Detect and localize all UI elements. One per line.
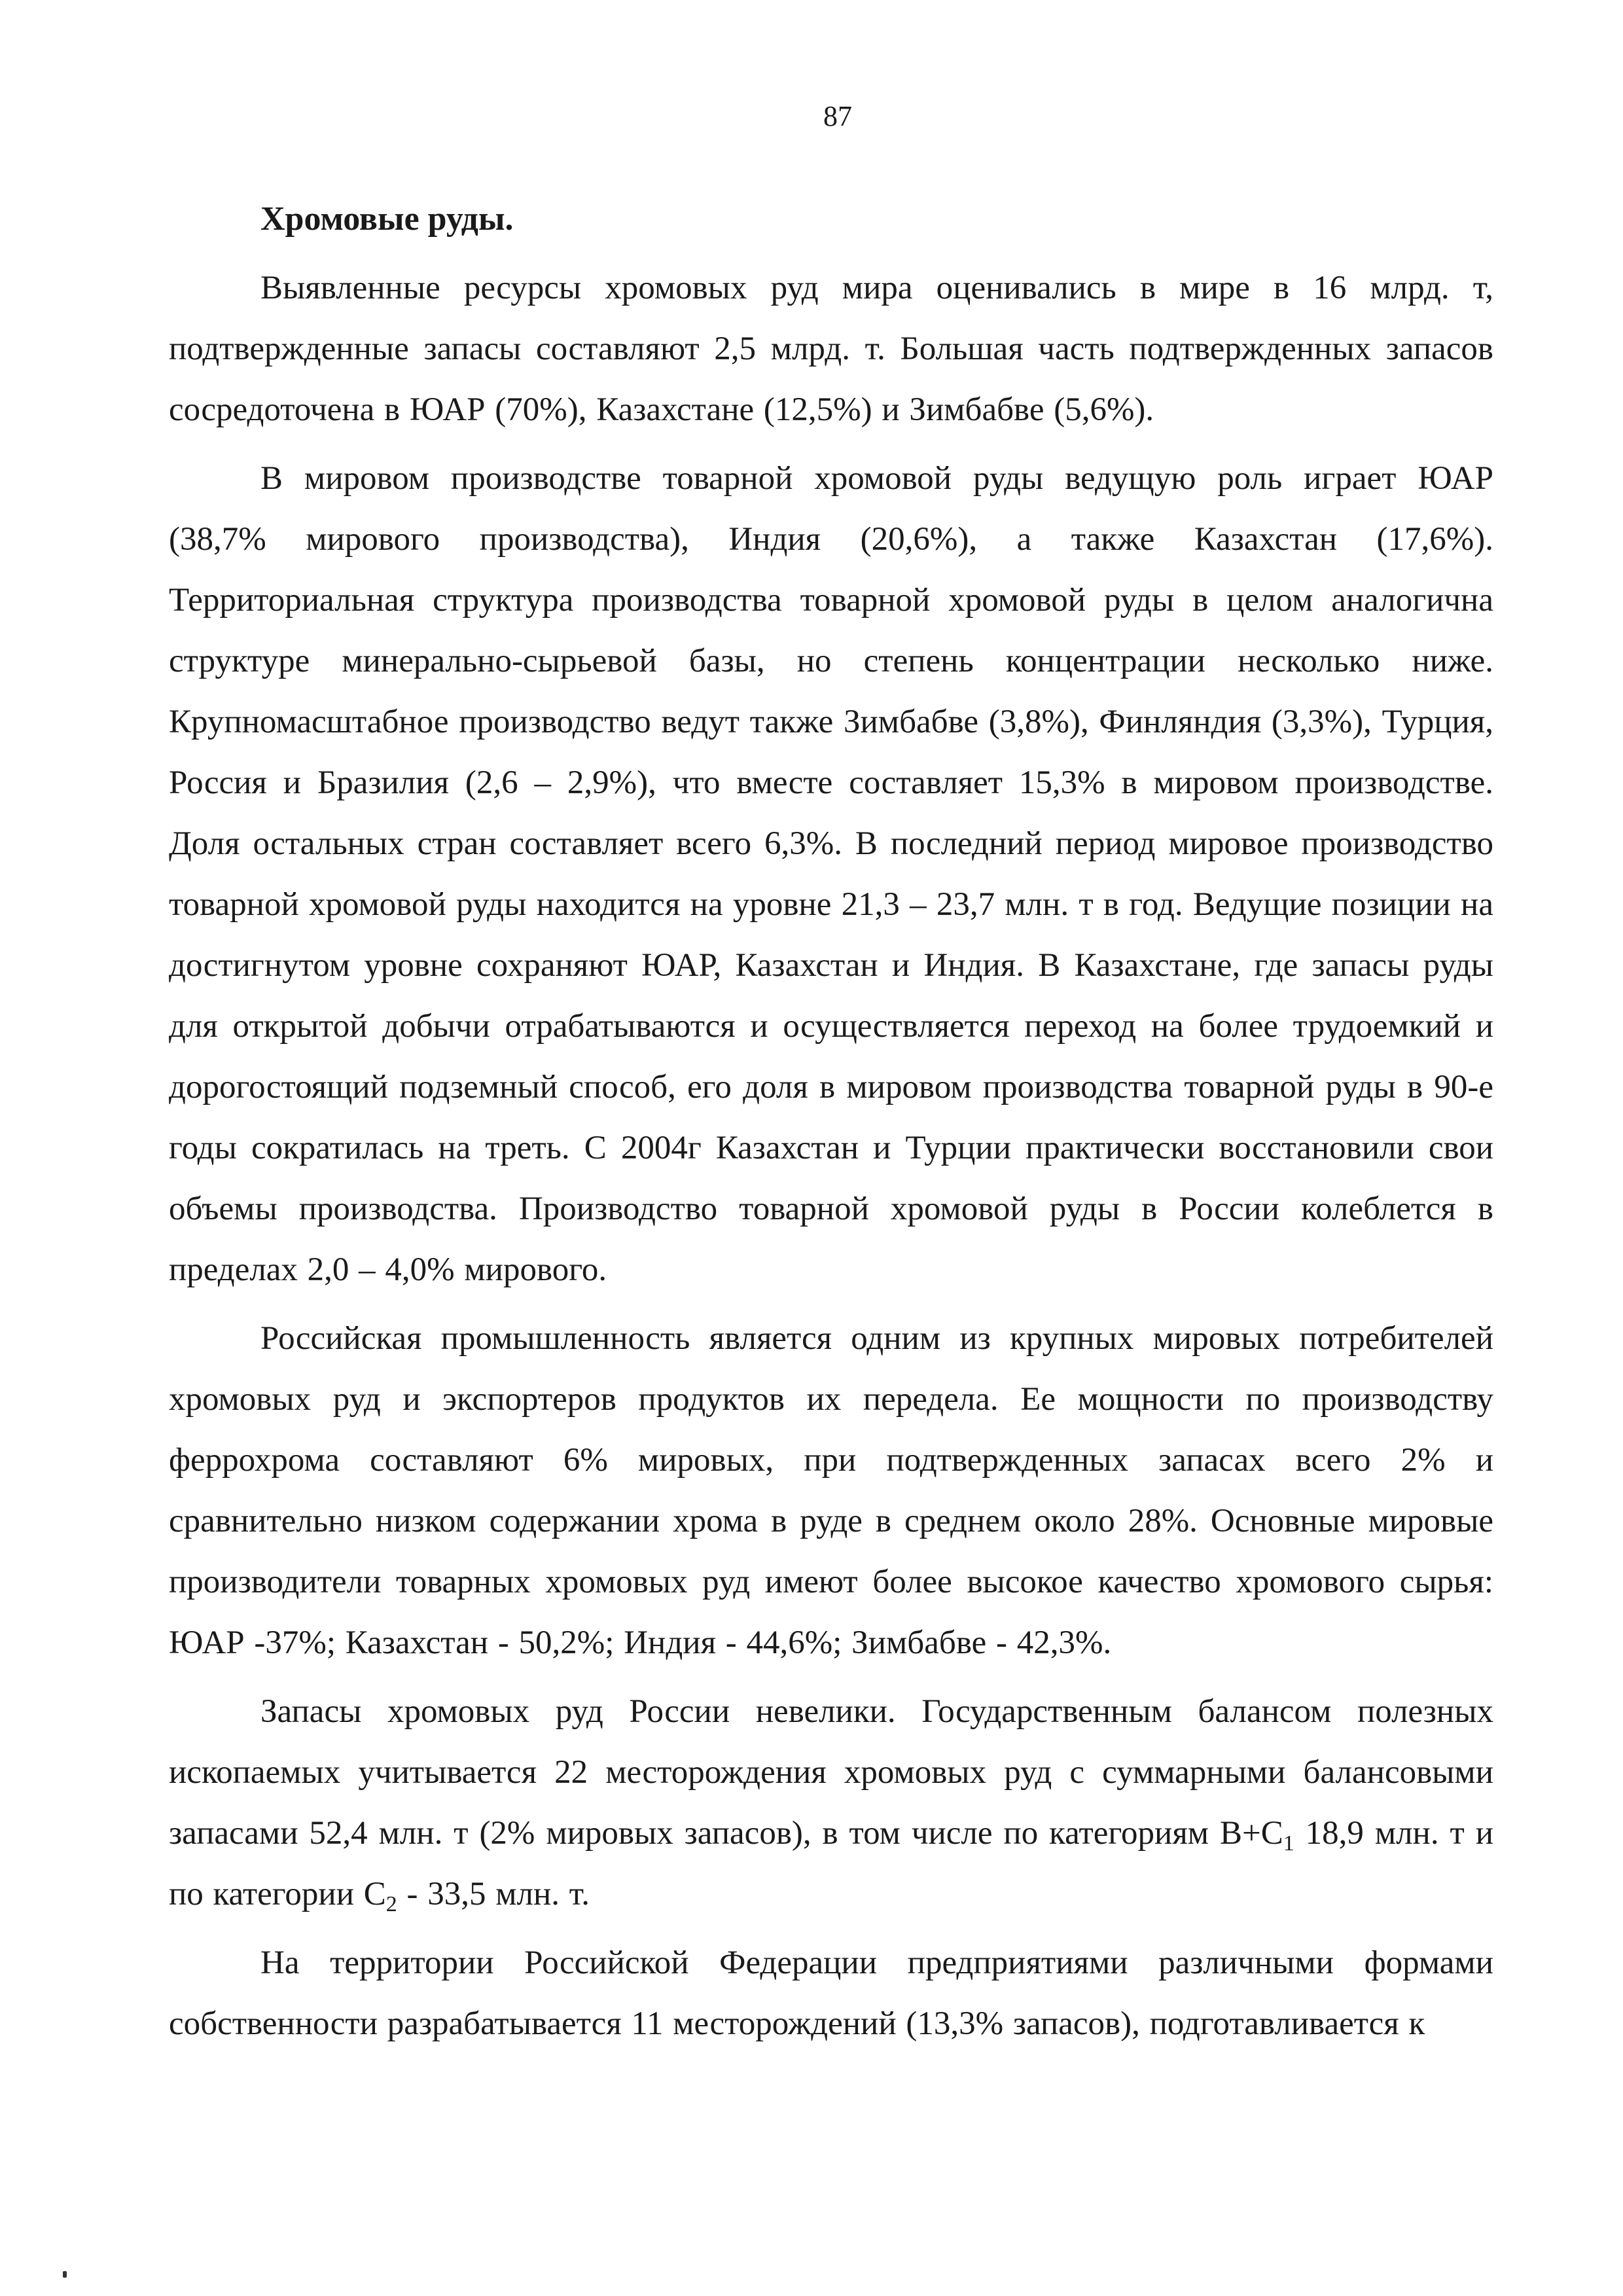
paragraph-russian-industry: Российская промышленность является одним из крупных мировых потребителей хромовых руд и экспортеров продуктов их передела. Ее мощности по производству феррохрома составляют 6% мировых, при подтвержденных запасах всего 2% и сравнительно низком содержании хрома в руде в среднем около 28%. Основные мировые производители товарных хромовых руд имеют более высокое качество хромового сырья: ЮАР -37%; Казахстан - 50,2%; Индия - 44,6%; Зимбабве - 42,3%. [169, 1320, 1493, 1661]
paragraph-world-production: В мировом производстве товарной хромовой руды ведущую роль играет ЮАР (38,7% мирового производства), Индия (20,6%), а также Казахстан (17,6%). Территориальная структура производства товарной хромовой руды в целом аналогична структуре минерально-сырьевой базы, но степень концентрации несколько ниже. Крупномасштабное производство ведут также Зимбабве (3,8%), Финляндия (3,3%), Турция, Россия и Бразилия (2,6 – 2,9%), что вместе составляет 15,3% в мировом производстве. Доля остальных стран составляет всего 6,3%. В последний период мировое производство товарной хромовой руды находится на уровне 21,3 – 23,7 млн. т в год. Ведущие позиции на достигнутом уровне сохраняют ЮАР, Казахстан и Индия. В Казахстане, где запасы руды для открытой добычи отрабатываются и осуществляется переход на более трудоемкий и дорогостоящий подземный способ, его доля в мировом производства товарной руды в 90-е годы сократилась на треть. С 2004г Казахстан и Турции практически восстановили свои объемы производства. Производство товарной хромовой руды в России колеблется в пределах 2,0 – 4,0% мирового. [169, 460, 1493, 1288]
subscript-category-1: 1 [1283, 1831, 1294, 1856]
reserves-text-part2: 18,9 млн. т и по категории С [169, 1815, 1493, 1912]
paragraph-russian-reserves [169, 1681, 1493, 1925]
page-number: 87 [823, 100, 852, 132]
reserves-text-part1: Запасы хромовых руд России невелики. Государственным балансом полезных ископаемых учитывается 22 месторождения хромовых руд с суммарными балансовыми запасами 52,4 млн. т (2% мировых запасов), в том числе по категориям B+C [169, 1693, 1493, 1852]
page-body [169, 196, 1493, 2054]
scan-artifact-mark [63, 2271, 67, 2278]
reserves-text-part3: - 33,5 млн. т. [397, 1876, 590, 1912]
paragraph-chromium-resources: Выявленные ресурсы хромовых руд мира оценивались в мире в 16 млрд. т, подтвержденные запасы составляют 2,5 млрд. т. Большая часть подтвержденных запасов сосредоточена в ЮАР (70%), Казахстане (12,5%) и Зимбабве (5,6%). [169, 270, 1493, 428]
subscript-category-2: 2 [385, 1892, 397, 1916]
paragraph-russian-deposits: На территории Российской Федерации предприятиями различными формами собственности разрабатывается 11 месторождений (13,3% запасов), подготавливается к [169, 1945, 1493, 2042]
section-heading: Хромовые руды. [260, 200, 514, 238]
